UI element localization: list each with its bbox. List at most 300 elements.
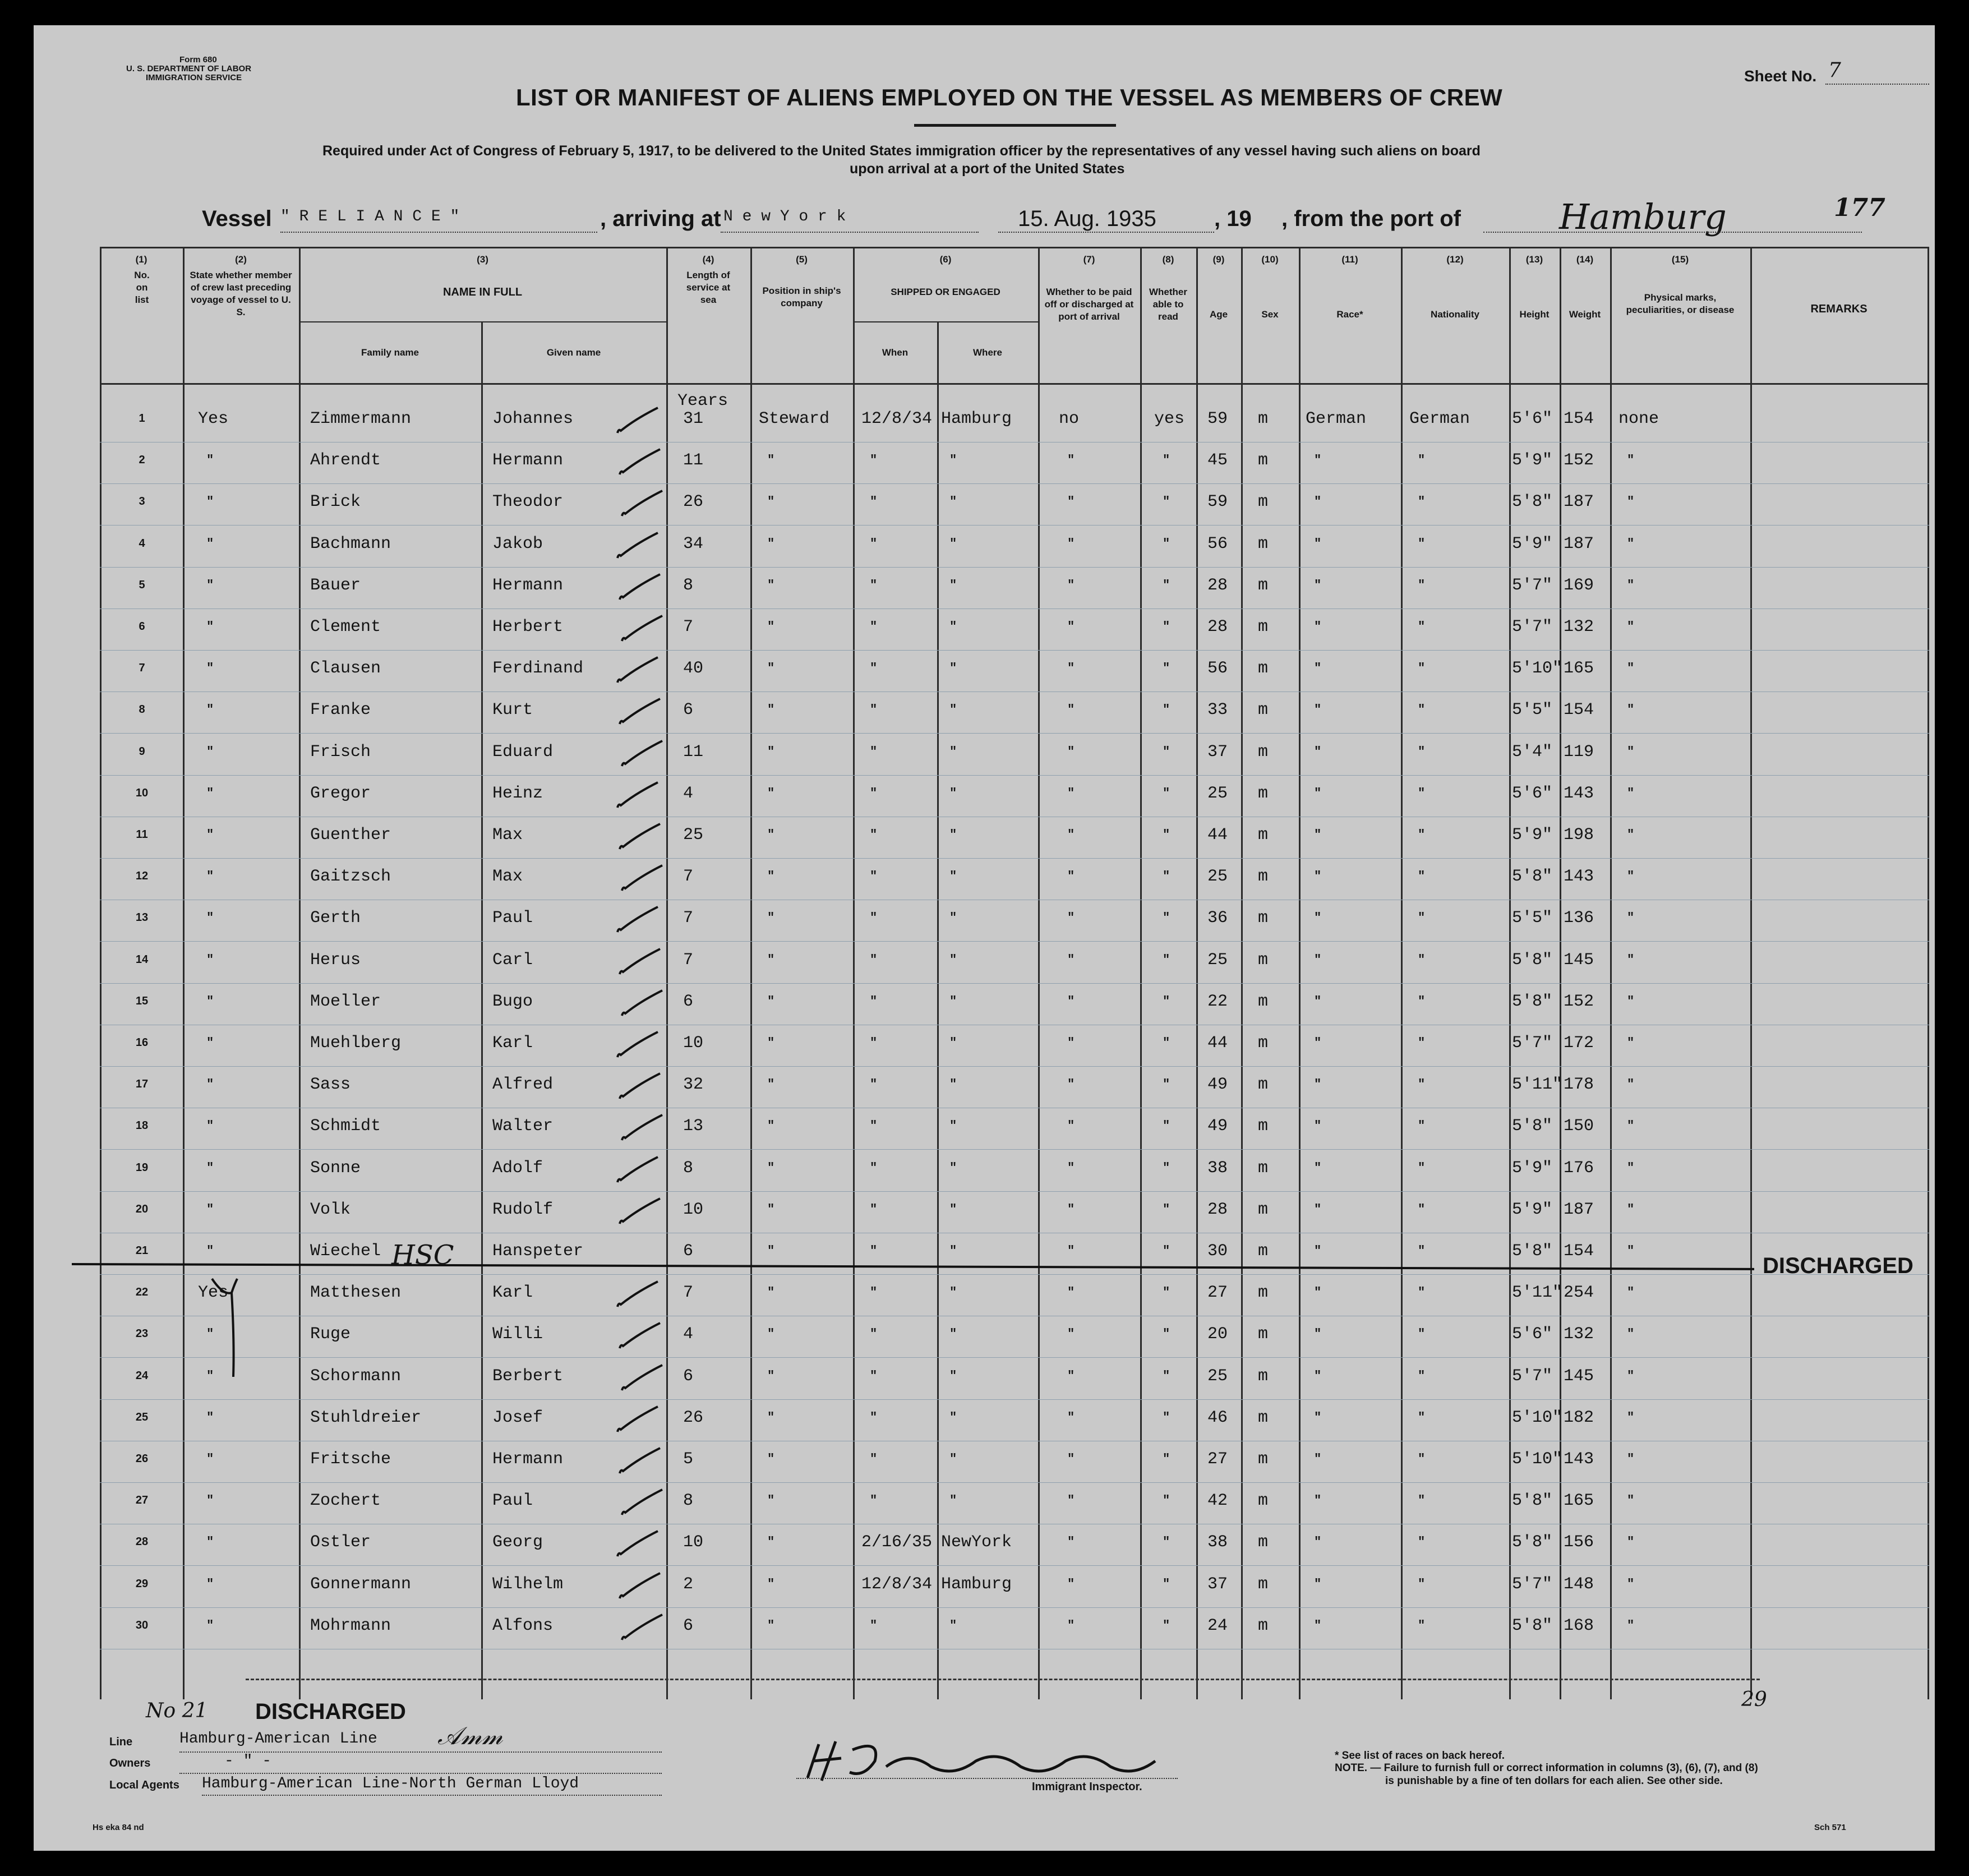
cell-able-to-read: " bbox=[1163, 994, 1170, 1008]
cell-sex: m bbox=[1258, 575, 1269, 595]
cell-sex: m bbox=[1258, 1574, 1269, 1594]
row-number: 5 bbox=[139, 578, 145, 591]
cell-shipped-when: " bbox=[870, 1327, 878, 1342]
cell-able-to-read: " bbox=[1163, 1202, 1170, 1216]
row-number: 16 bbox=[135, 1036, 149, 1049]
cell-race: " bbox=[1314, 1410, 1322, 1425]
cell-race: " bbox=[1314, 495, 1322, 509]
cell-weight: 152 bbox=[1564, 992, 1594, 1011]
cell-age: 44 bbox=[1207, 1034, 1228, 1053]
check-mark bbox=[615, 1071, 666, 1104]
cell-shipped-where: " bbox=[949, 952, 957, 967]
cell-height: 5'8" bbox=[1512, 492, 1553, 512]
cell-nationality: " bbox=[1418, 495, 1426, 509]
cell-able-to-read: " bbox=[1163, 453, 1170, 468]
cell-nationality: " bbox=[1418, 703, 1426, 717]
col-12-header: Nationality bbox=[1431, 309, 1479, 320]
row-number: 14 bbox=[135, 953, 149, 966]
agents-value: Hamburg-American Line-North German Lloyd bbox=[202, 1775, 579, 1792]
cell-given-name: Alfons bbox=[492, 1616, 554, 1635]
cell-weight: 165 bbox=[1564, 659, 1594, 679]
cell-sex: m bbox=[1258, 700, 1269, 720]
column-divider bbox=[1299, 247, 1301, 1699]
cell-shipped-where: " bbox=[949, 1452, 957, 1466]
row-number: 17 bbox=[135, 1078, 149, 1091]
cell-shipped-where: " bbox=[949, 1119, 957, 1133]
cell-family-name: Ruge bbox=[310, 1325, 351, 1344]
cell-family-name: Ostler bbox=[310, 1533, 371, 1552]
row-number: 2 bbox=[139, 454, 145, 467]
cell-paid-off: " bbox=[1067, 786, 1075, 800]
cell-paid-off: " bbox=[1067, 620, 1075, 634]
cell-shipped-where: " bbox=[949, 703, 957, 717]
cell-paid-off: " bbox=[1067, 828, 1075, 842]
cell-physical-marks: " bbox=[1627, 1368, 1635, 1383]
cell-shipped-where: " bbox=[949, 536, 957, 551]
cell-able-to-read: " bbox=[1163, 1119, 1170, 1133]
cell-shipped-when: " bbox=[870, 1244, 878, 1258]
penalty-note-1: NOTE. — Failure to furnish full or correct information in columns (3), (6), (7), and (8) bbox=[1335, 1762, 1758, 1774]
cell-physical-marks: " bbox=[1627, 1036, 1635, 1050]
cell-shipped-where: " bbox=[949, 1618, 957, 1633]
row-number: 10 bbox=[135, 786, 149, 799]
cell-height: 5'10" bbox=[1512, 1408, 1563, 1427]
cell-given-name: Walter bbox=[492, 1117, 554, 1136]
row-rule bbox=[100, 525, 1929, 526]
cell-physical-marks: " bbox=[1627, 703, 1635, 717]
cell-age: 56 bbox=[1207, 534, 1228, 554]
cell-weight: 154 bbox=[1564, 409, 1594, 428]
cell-height: 5'11" bbox=[1512, 1283, 1563, 1303]
check-mark bbox=[617, 1487, 668, 1520]
cell-sex: m bbox=[1258, 659, 1269, 679]
table-top-border bbox=[100, 247, 1929, 248]
cell-age: 44 bbox=[1207, 826, 1228, 845]
cell-physical-marks: " bbox=[1627, 578, 1635, 592]
cell-length-of-service: 2 bbox=[683, 1574, 694, 1594]
cell-position: " bbox=[767, 1327, 775, 1342]
cell-able-to-read: " bbox=[1163, 1244, 1170, 1258]
date-line bbox=[998, 232, 1214, 233]
shipped-subheader-line bbox=[853, 321, 1038, 322]
cell-height: 5'8" bbox=[1512, 1533, 1553, 1552]
column-divider bbox=[1140, 247, 1142, 1699]
cell-weight: 143 bbox=[1564, 1450, 1594, 1469]
cell-height: 5'6" bbox=[1512, 1325, 1553, 1344]
cell-nationality: " bbox=[1418, 620, 1426, 634]
arriving-label: , arriving at bbox=[600, 206, 721, 231]
cell-shipped-where: NewYork bbox=[941, 1533, 1012, 1552]
cell-able-to-read: " bbox=[1163, 1077, 1170, 1092]
row-rule bbox=[100, 1607, 1929, 1608]
cell-height: 5'4" bbox=[1512, 742, 1553, 762]
cell-family-name: Gregor bbox=[310, 783, 371, 803]
cell-age: 28 bbox=[1207, 617, 1228, 637]
cell-sex: m bbox=[1258, 1408, 1269, 1427]
check-mark bbox=[617, 1612, 668, 1645]
cell-length-of-service: 10 bbox=[683, 1200, 704, 1219]
cell-family-name: Schmidt bbox=[310, 1117, 381, 1136]
cell-physical-marks: " bbox=[1627, 1494, 1635, 1508]
cell-nationality: " bbox=[1418, 744, 1426, 759]
cell-physical-marks: " bbox=[1627, 453, 1635, 468]
cell-paid-off: " bbox=[1067, 994, 1075, 1008]
cell-given-name: Paul bbox=[492, 1491, 533, 1511]
cell-nationality: " bbox=[1418, 1577, 1426, 1591]
cell-shipped-where: " bbox=[949, 453, 957, 468]
cell-given-name: Hermann bbox=[492, 451, 564, 471]
cell-shipped-where: " bbox=[949, 661, 957, 676]
owners-underline bbox=[179, 1773, 662, 1774]
cell-previous-voyage: " bbox=[206, 661, 214, 676]
cell-length-of-service: 26 bbox=[683, 1408, 704, 1427]
cell-physical-marks: " bbox=[1627, 744, 1635, 759]
row-number: 3 bbox=[139, 495, 145, 508]
cell-race: " bbox=[1314, 1119, 1322, 1133]
cell-weight: 136 bbox=[1564, 909, 1594, 928]
cell-able-to-read: " bbox=[1163, 1410, 1170, 1425]
cell-height: 5'5" bbox=[1512, 909, 1553, 928]
cell-sex: m bbox=[1258, 534, 1269, 554]
form-code-left: Hs eka 84 nd bbox=[93, 1823, 144, 1832]
check-mark bbox=[613, 1279, 663, 1312]
row-21-initials: HSC bbox=[391, 1239, 454, 1271]
row-number: 13 bbox=[135, 911, 149, 924]
row-rule bbox=[100, 567, 1929, 568]
cell-length-of-service: 13 bbox=[683, 1117, 704, 1136]
row-rule bbox=[100, 650, 1929, 651]
cell-age: 30 bbox=[1207, 1242, 1228, 1261]
cell-race: " bbox=[1314, 869, 1322, 884]
cell-age: 33 bbox=[1207, 700, 1228, 720]
col-1-number: (1) bbox=[135, 254, 147, 265]
cell-physical-marks: " bbox=[1627, 1244, 1635, 1258]
cell-previous-voyage: " bbox=[206, 744, 214, 759]
cell-family-name: Gonnermann bbox=[310, 1574, 412, 1594]
check-mark bbox=[617, 738, 668, 772]
check-mark bbox=[615, 1320, 666, 1354]
row-number: 22 bbox=[135, 1286, 149, 1299]
cell-position: " bbox=[767, 1244, 775, 1258]
cell-nationality: " bbox=[1418, 1535, 1426, 1550]
strike-line bbox=[72, 1263, 1754, 1270]
row-number: 29 bbox=[135, 1577, 149, 1590]
cell-nationality: " bbox=[1418, 952, 1426, 967]
cell-length-of-service: 40 bbox=[683, 659, 704, 679]
cell-race: " bbox=[1314, 911, 1322, 925]
cell-position: " bbox=[767, 1160, 775, 1175]
cell-given-name: Carl bbox=[492, 950, 533, 970]
cell-shipped-when: " bbox=[870, 536, 878, 551]
cell-paid-off: " bbox=[1067, 1077, 1075, 1092]
cell-given-name: Josef bbox=[492, 1408, 543, 1427]
cell-paid-off: " bbox=[1067, 1618, 1075, 1633]
cell-shipped-when: " bbox=[870, 744, 878, 759]
check-mark bbox=[615, 571, 666, 605]
penalty-note-2: is punishable by a fine of ten dollars for each alien. See other side. bbox=[1385, 1775, 1723, 1787]
cell-nationality: " bbox=[1418, 453, 1426, 468]
cell-weight: 182 bbox=[1564, 1408, 1594, 1427]
cell-sex: m bbox=[1258, 451, 1269, 471]
cell-shipped-where: " bbox=[949, 1410, 957, 1425]
cell-given-name: Bugo bbox=[492, 992, 533, 1011]
cell-paid-off: " bbox=[1067, 869, 1075, 884]
row-rule bbox=[100, 941, 1929, 942]
cell-physical-marks: " bbox=[1627, 1327, 1635, 1342]
service-name: IMMIGRATION SERVICE bbox=[146, 73, 242, 82]
discharged-note: DISCHARGED bbox=[255, 1699, 406, 1724]
cell-length-of-service: 7 bbox=[683, 867, 694, 887]
cell-given-name: Georg bbox=[492, 1533, 543, 1552]
cell-weight: 187 bbox=[1564, 534, 1594, 554]
cell-shipped-when: 2/16/35 bbox=[861, 1533, 933, 1552]
cell-position: " bbox=[767, 911, 775, 925]
cell-previous-voyage: " bbox=[206, 703, 214, 717]
cell-race: " bbox=[1314, 1577, 1322, 1591]
cell-height: 5'8" bbox=[1512, 1242, 1553, 1261]
cell-physical-marks: " bbox=[1627, 911, 1635, 925]
cell-given-name: Alfred bbox=[492, 1075, 554, 1095]
cell-weight: 178 bbox=[1564, 1075, 1594, 1095]
cell-shipped-when: " bbox=[870, 994, 878, 1008]
form-number: Form 680 bbox=[179, 55, 217, 64]
cell-position: " bbox=[767, 661, 775, 676]
cell-length-of-service: 6 bbox=[683, 1366, 694, 1386]
cell-weight: 145 bbox=[1564, 1366, 1594, 1386]
cell-physical-marks: " bbox=[1627, 1077, 1635, 1092]
cell-able-to-read: " bbox=[1163, 1535, 1170, 1550]
cell-physical-marks: " bbox=[1627, 495, 1635, 509]
end-of-list-line bbox=[246, 1679, 1760, 1680]
cell-previous-voyage: " bbox=[206, 1244, 214, 1258]
cell-age: 25 bbox=[1207, 950, 1228, 970]
cell-family-name: Clement bbox=[310, 617, 381, 637]
cell-age: 25 bbox=[1207, 783, 1228, 803]
cell-sex: m bbox=[1258, 1158, 1269, 1178]
col-6-number: (6) bbox=[939, 254, 952, 265]
cell-age: 20 bbox=[1207, 1325, 1228, 1344]
cell-length-of-service: 8 bbox=[683, 1491, 694, 1511]
cell-paid-off: " bbox=[1067, 1494, 1075, 1508]
cell-given-name: Herbert bbox=[492, 617, 564, 637]
cell-sex: m bbox=[1258, 1533, 1269, 1552]
cell-height: 5'11" bbox=[1512, 1075, 1563, 1095]
column-divider bbox=[1196, 247, 1198, 1699]
cell-paid-off: " bbox=[1067, 1285, 1075, 1300]
cell-given-name: Heinz bbox=[492, 783, 543, 803]
cell-height: 5'7" bbox=[1512, 617, 1553, 637]
cell-height: 5'7" bbox=[1512, 1574, 1553, 1594]
column-divider bbox=[1610, 247, 1612, 1699]
cell-weight: 154 bbox=[1564, 1242, 1594, 1261]
cell-nationality: " bbox=[1418, 536, 1426, 551]
cell-previous-voyage: " bbox=[206, 1368, 214, 1383]
total-count: 29 bbox=[1741, 1688, 1767, 1711]
col-2-header: State whether member of crew last preceding voyage of vessel to U. S. bbox=[190, 270, 292, 317]
vessel-name-line bbox=[280, 232, 597, 233]
vessel-label: Vessel bbox=[202, 206, 272, 231]
cell-length-of-service: 10 bbox=[683, 1034, 704, 1053]
cell-able-to-read: " bbox=[1163, 1618, 1170, 1633]
master-signature: 𝒜𝓂𝓂 bbox=[437, 1722, 503, 1750]
cell-weight: 143 bbox=[1564, 783, 1594, 803]
cell-length-of-service: 11 bbox=[683, 451, 704, 471]
cell-age: 37 bbox=[1207, 742, 1228, 762]
cell-previous-voyage: " bbox=[206, 1160, 214, 1175]
col-8-number: (8) bbox=[1162, 254, 1174, 265]
cell-weight: 119 bbox=[1564, 742, 1594, 762]
cell-given-name: Kurt bbox=[492, 700, 533, 720]
cell-family-name: Muehlberg bbox=[310, 1034, 402, 1053]
cell-nationality: " bbox=[1418, 1244, 1426, 1258]
cell-paid-off: " bbox=[1067, 1327, 1075, 1342]
col-6a-header: When bbox=[882, 347, 909, 358]
inspector-label: Immigrant Inspector. bbox=[1032, 1781, 1142, 1793]
cell-sex: m bbox=[1258, 1366, 1269, 1386]
cell-nationality: " bbox=[1418, 994, 1426, 1008]
row-rule bbox=[100, 1274, 1929, 1275]
cell-shipped-when: " bbox=[870, 1494, 878, 1508]
cell-length-of-service: 25 bbox=[683, 826, 704, 845]
cell-position: " bbox=[767, 1077, 775, 1092]
cell-paid-off: " bbox=[1067, 952, 1075, 967]
row-rule bbox=[100, 775, 1929, 776]
col-11-number: (11) bbox=[1341, 254, 1358, 265]
column-divider bbox=[100, 247, 102, 1699]
cell-shipped-where: " bbox=[949, 994, 957, 1008]
year-label: , 19 bbox=[1214, 206, 1252, 231]
cell-length-of-service: 10 bbox=[683, 1533, 704, 1552]
row-number: 25 bbox=[135, 1411, 149, 1423]
cell-age: 59 bbox=[1207, 492, 1228, 512]
cell-sex: m bbox=[1258, 1034, 1269, 1053]
row-rule bbox=[100, 442, 1929, 443]
col-9-header: Age bbox=[1209, 309, 1228, 320]
row-number: 28 bbox=[135, 1536, 149, 1548]
check-mark bbox=[617, 1362, 668, 1396]
cell-age: 27 bbox=[1207, 1283, 1228, 1303]
cell-length-of-service: 26 bbox=[683, 492, 704, 512]
cell-paid-off: " bbox=[1067, 661, 1075, 676]
cell-shipped-where: " bbox=[949, 828, 957, 842]
cell-sex: m bbox=[1258, 409, 1269, 428]
page-title: LIST OR MANIFEST OF ALIENS EMPLOYED ON THE VESSEL AS MEMBERS OF CREW bbox=[516, 84, 1503, 110]
cell-able-to-read: " bbox=[1163, 1577, 1170, 1591]
cell-family-name: Bauer bbox=[310, 575, 361, 595]
cell-previous-voyage: " bbox=[206, 911, 214, 925]
subtitle-line-2: upon arrival at a port of the United States bbox=[850, 161, 1125, 177]
cell-nationality: " bbox=[1418, 1160, 1426, 1175]
cell-family-name: Franke bbox=[310, 700, 371, 720]
cell-nationality: " bbox=[1418, 1285, 1426, 1300]
column-divider bbox=[1509, 247, 1511, 1699]
cell-age: 49 bbox=[1207, 1117, 1228, 1136]
cell-position: " bbox=[767, 620, 775, 634]
cell-paid-off: " bbox=[1067, 1410, 1075, 1425]
cell-previous-voyage: " bbox=[206, 1410, 214, 1425]
cell-length-of-service: 7 bbox=[683, 1283, 694, 1303]
cell-race: " bbox=[1314, 1368, 1322, 1383]
col-2-number: (2) bbox=[235, 254, 247, 265]
cell-weight: 254 bbox=[1564, 1283, 1594, 1303]
cell-given-name: Johannes bbox=[492, 409, 574, 428]
cell-age: 38 bbox=[1207, 1158, 1228, 1178]
cell-shipped-where: " bbox=[949, 911, 957, 925]
races-note: * See list of races on back hereof. bbox=[1335, 1750, 1505, 1762]
cell-sex: m bbox=[1258, 617, 1269, 637]
crew-manifest-table bbox=[100, 247, 1929, 1699]
cell-position: Steward bbox=[759, 409, 830, 428]
cell-position: " bbox=[767, 453, 775, 468]
cell-given-name: Jakob bbox=[492, 534, 543, 554]
department-name: U. S. DEPARTMENT OF LABOR bbox=[126, 64, 252, 73]
owners-label: Owners bbox=[109, 1757, 151, 1769]
cell-height: 5'8" bbox=[1512, 867, 1553, 887]
check-mark bbox=[615, 1445, 666, 1479]
cell-able-to-read: " bbox=[1163, 1285, 1170, 1300]
cell-previous-voyage: " bbox=[206, 828, 214, 842]
cell-family-name: Gerth bbox=[310, 909, 361, 928]
cell-given-name: Max bbox=[492, 867, 523, 887]
cell-previous-voyage: " bbox=[206, 1577, 214, 1591]
cell-physical-marks: " bbox=[1627, 1618, 1635, 1633]
cell-weight: 198 bbox=[1564, 826, 1594, 845]
row-rule bbox=[100, 1191, 1929, 1192]
cell-paid-off: " bbox=[1067, 1202, 1075, 1216]
cell-height: 5'9" bbox=[1512, 1158, 1553, 1178]
cell-physical-marks: " bbox=[1627, 1577, 1635, 1591]
cell-shipped-when: " bbox=[870, 952, 878, 967]
check-mark bbox=[617, 613, 668, 647]
cell-given-name: Berbert bbox=[492, 1366, 564, 1386]
cell-sex: m bbox=[1258, 1075, 1269, 1095]
arriving-port-line bbox=[721, 232, 979, 233]
vessel-name: " R E L I A N C E " bbox=[280, 208, 460, 225]
cell-nationality: " bbox=[1418, 911, 1426, 925]
cell-shipped-where: " bbox=[949, 495, 957, 509]
row-number: 18 bbox=[135, 1119, 149, 1132]
cell-given-name: Max bbox=[492, 826, 523, 845]
cell-age: 28 bbox=[1207, 575, 1228, 595]
date-stamp: 15. Aug. 1935 bbox=[1018, 206, 1156, 231]
cell-age: 42 bbox=[1207, 1491, 1228, 1511]
cell-shipped-when: " bbox=[870, 703, 878, 717]
cell-age: 49 bbox=[1207, 1075, 1228, 1095]
cell-able-to-read: " bbox=[1163, 744, 1170, 759]
check-mark bbox=[615, 1196, 666, 1229]
column-divider bbox=[299, 247, 301, 1699]
cell-nationality: " bbox=[1418, 1452, 1426, 1466]
cell-previous-voyage: " bbox=[206, 1327, 214, 1342]
cell-position: " bbox=[767, 744, 775, 759]
inspector-underline bbox=[796, 1778, 1178, 1779]
sheet-number-line bbox=[1825, 84, 1929, 85]
cell-previous-voyage: " bbox=[206, 1077, 214, 1092]
cell-position: " bbox=[767, 578, 775, 592]
cell-race: " bbox=[1314, 1452, 1322, 1466]
cell-height: 5'8" bbox=[1512, 1616, 1553, 1635]
row-number: 4 bbox=[139, 537, 145, 550]
cell-race: " bbox=[1314, 703, 1322, 717]
cell-nationality: " bbox=[1418, 786, 1426, 800]
cell-able-to-read: " bbox=[1163, 661, 1170, 676]
cell-paid-off: " bbox=[1067, 911, 1075, 925]
discharged-note-number: No 21 bbox=[146, 1699, 208, 1722]
cell-sex: m bbox=[1258, 783, 1269, 803]
from-port-label: , from the port of bbox=[1281, 206, 1461, 231]
cell-height: 5'8" bbox=[1512, 1117, 1553, 1136]
col-5-header: Position in ship's company bbox=[762, 285, 841, 308]
